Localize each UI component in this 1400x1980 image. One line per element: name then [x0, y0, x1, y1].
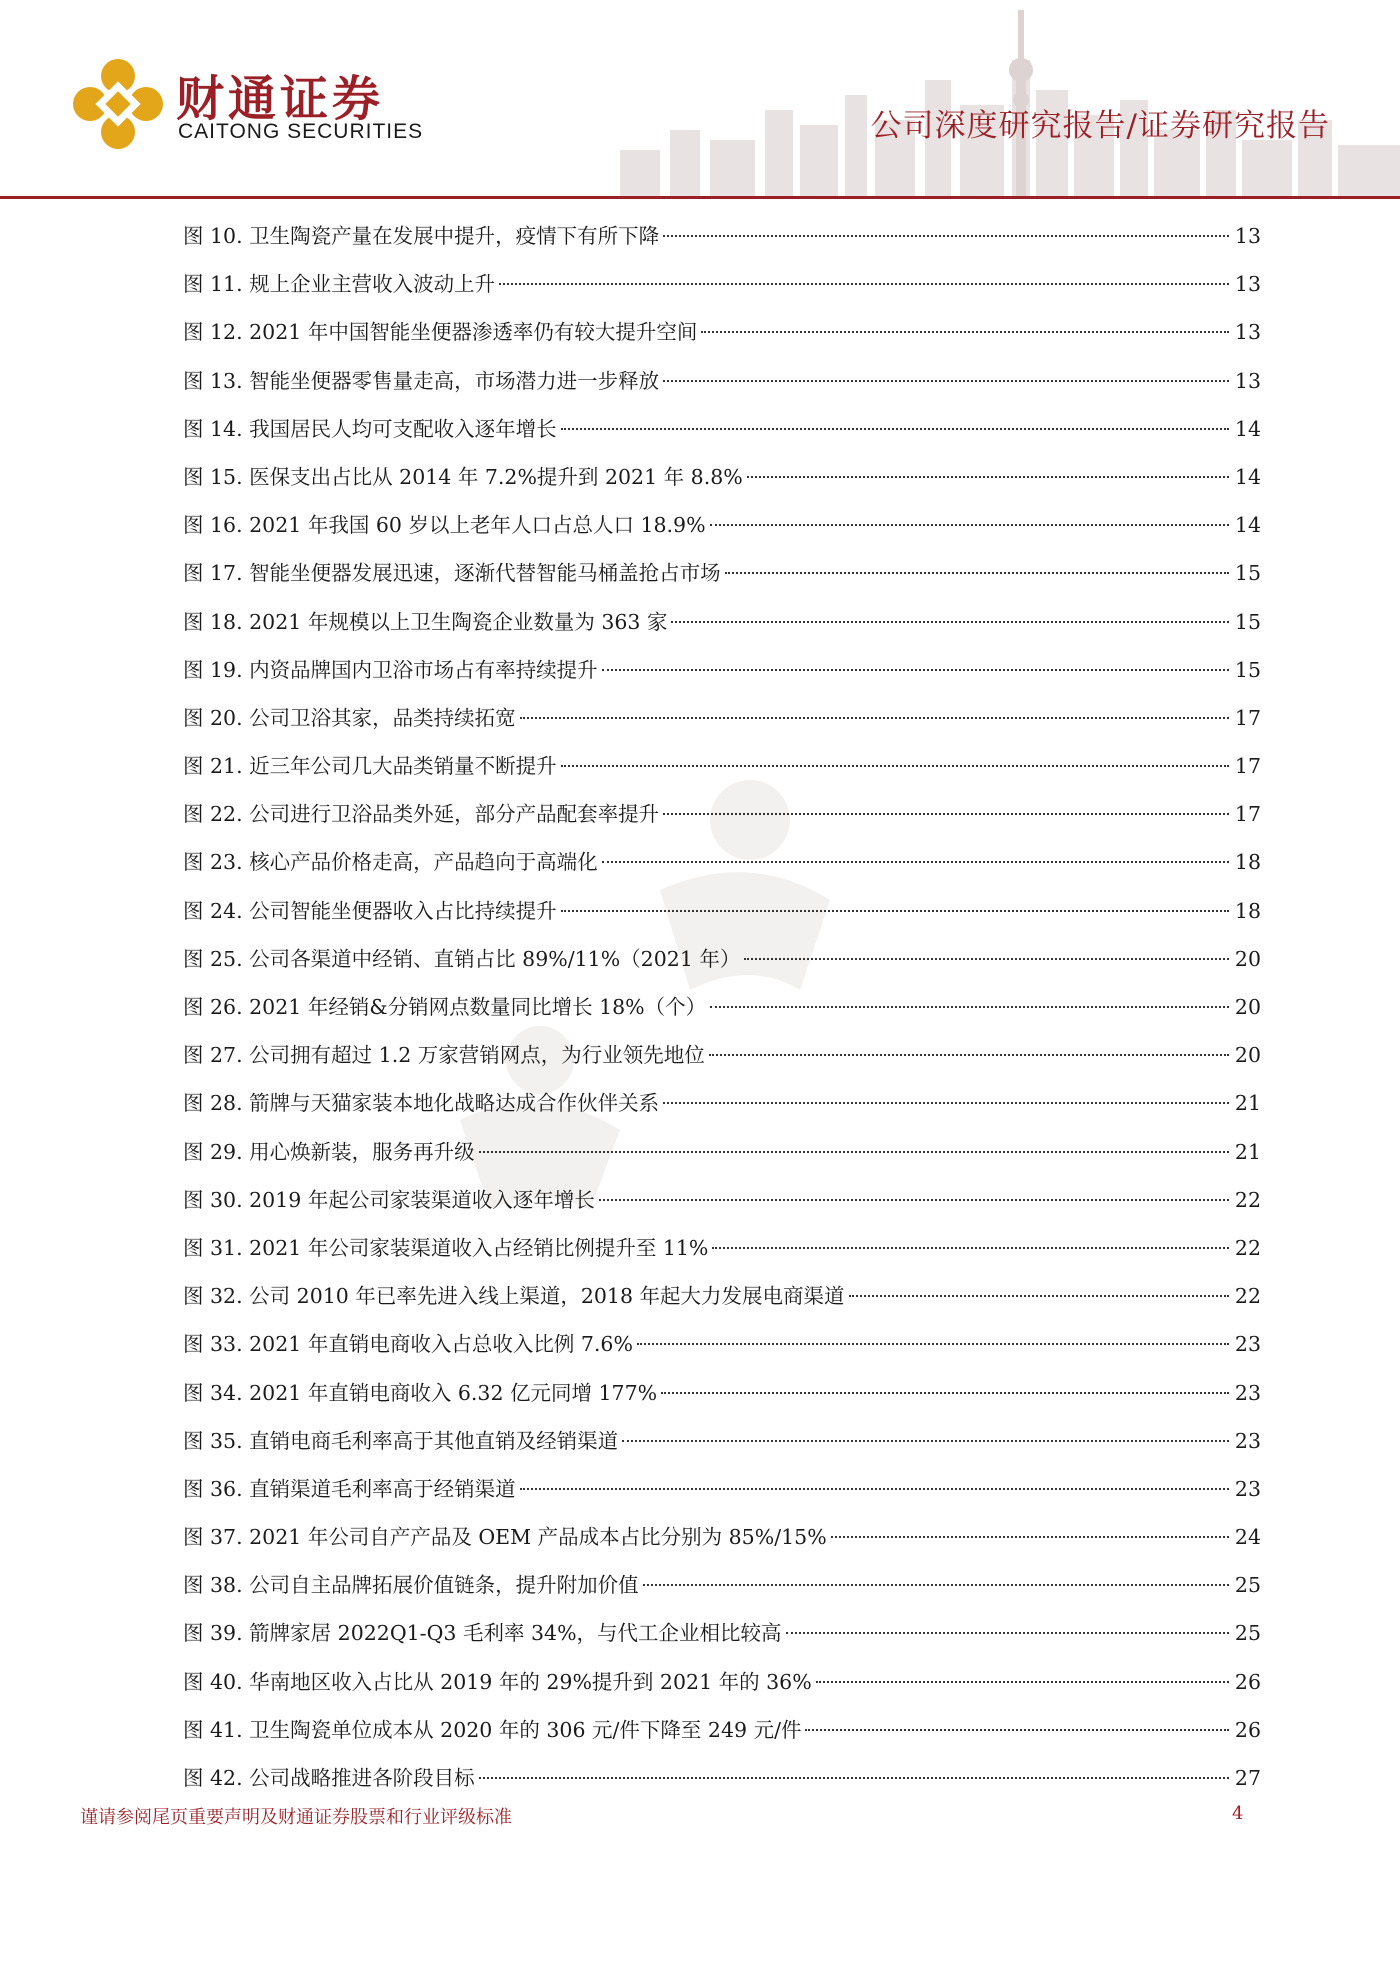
toc-entry[interactable] [183, 501, 1261, 549]
toc-dot-leader [520, 717, 1229, 719]
toc-entry-page: 21 [1234, 1139, 1261, 1164]
toc-dot-leader [602, 669, 1229, 671]
toc-entry-label: 图 17. 智能坐便器发展迅速，逐渐代替智能马桶盖抢占市场 [183, 561, 721, 586]
toc-entry[interactable] [183, 1417, 1261, 1465]
toc-entry-label: 图 32. 公司 2010 年已率先进入线上渠道，2018 年起大力发展电商渠道 [183, 1284, 845, 1309]
toc-dot-leader [602, 861, 1229, 863]
toc-entry[interactable] [183, 549, 1261, 597]
toc-dot-leader [561, 428, 1229, 430]
toc-dot-leader [701, 331, 1229, 333]
toc-entry[interactable] [183, 742, 1261, 790]
toc-entry-label: 图 39. 箭牌家居 2022Q1-Q3 毛利率 34%，与代工企业相比较高 [183, 1621, 782, 1646]
toc-entry-label: 图 34. 2021 年直销电商收入 6.32 亿元同增 177% [183, 1380, 658, 1405]
toc-entry-page: 20 [1234, 946, 1261, 971]
city-skyline-graphic [580, 0, 1400, 196]
toc-entry-label: 图 27. 公司拥有超过 1.2 万家营销网点，为行业领先地位 [183, 1043, 705, 1068]
table-of-figures [183, 212, 1261, 1802]
toc-entry-page: 27 [1234, 1766, 1261, 1790]
toc-dot-leader [661, 1392, 1229, 1394]
page-header [0, 0, 1400, 200]
toc-entry-page: 18 [1234, 898, 1261, 923]
toc-entry-label: 图 19. 内资品牌国内卫浴市场占有率持续提升 [183, 657, 598, 682]
toc-dot-leader [561, 910, 1229, 912]
toc-entry-page: 13 [1234, 320, 1261, 345]
toc-entry-label: 图 18. 2021 年规模以上卫生陶瓷企业数量为 363 家 [183, 609, 668, 634]
toc-entry[interactable] [183, 838, 1261, 886]
toc-entry[interactable] [183, 1031, 1261, 1079]
toc-entry-page: 22 [1234, 1187, 1261, 1212]
toc-entry[interactable] [183, 453, 1261, 501]
toc-dot-leader [816, 1681, 1229, 1683]
toc-entry[interactable] [183, 887, 1261, 935]
toc-entry[interactable] [183, 790, 1261, 838]
toc-dot-leader [663, 380, 1229, 382]
toc-dot-leader [663, 1102, 1229, 1104]
toc-entry[interactable] [183, 212, 1261, 260]
toc-entry[interactable] [183, 308, 1261, 356]
toc-dot-leader [561, 765, 1229, 767]
toc-entry[interactable] [183, 260, 1261, 308]
toc-entry-label: 图 23. 核心产品价格走高，产品趋向于高端化 [183, 850, 598, 875]
toc-dot-leader [805, 1729, 1229, 1731]
toc-dot-leader [637, 1343, 1229, 1345]
toc-dot-leader [786, 1632, 1229, 1634]
toc-entry[interactable] [183, 357, 1261, 405]
toc-entry-label: 图 35. 直销电商毛利率高于其他直销及经销渠道 [183, 1428, 619, 1453]
toc-entry-page: 20 [1234, 1043, 1261, 1068]
toc-entry-label: 图 10. 卫生陶瓷产量在发展中提升，疫情下有所下降 [183, 224, 660, 248]
brand-name-cn: 财通证券 [176, 71, 385, 127]
toc-entry-page: 14 [1234, 416, 1261, 441]
toc-entry-label: 图 42. 公司战略推进各阶段目标 [183, 1766, 475, 1790]
toc-entry-page: 26 [1234, 1717, 1261, 1742]
toc-entry[interactable] [183, 1706, 1261, 1754]
toc-dot-leader [663, 235, 1229, 237]
brand-name-en: CAITONG SECURITIES [178, 120, 424, 143]
toc-entry-page: 23 [1234, 1332, 1261, 1357]
toc-entry-page: 15 [1234, 609, 1261, 634]
toc-entry-label: 图 28. 箭牌与天猫家装本地化战略达成合作伙伴关系 [183, 1091, 660, 1116]
toc-entry-page: 17 [1234, 802, 1261, 827]
toc-entry[interactable] [183, 1079, 1261, 1127]
toc-dot-leader [710, 524, 1229, 526]
toc-entry-label: 图 40. 华南地区收入占比从 2019 年的 29%提升到 2021 年的 36% [183, 1669, 812, 1694]
page-number: 4 [1232, 1803, 1244, 1824]
toc-entry-label: 图 24. 公司智能坐便器收入占比持续提升 [183, 898, 557, 923]
toc-dot-leader [499, 283, 1229, 285]
toc-entry-label: 图 16. 2021 年我国 60 岁以上老年人口占总人口 18.9% [183, 513, 706, 538]
toc-entry-label: 图 13. 智能坐便器零售量走高，市场潜力进一步释放 [183, 368, 660, 393]
toc-entry-page: 14 [1234, 464, 1261, 489]
toc-dot-leader [831, 1536, 1229, 1538]
toc-entry[interactable] [183, 1609, 1261, 1657]
toc-entry[interactable] [183, 405, 1261, 453]
toc-entry[interactable] [183, 1465, 1261, 1513]
toc-entry-label: 图 11. 规上企业主营收入波动上升 [183, 272, 496, 297]
toc-dot-leader [663, 813, 1229, 815]
toc-entry[interactable] [183, 935, 1261, 983]
toc-entry-page: 21 [1234, 1091, 1261, 1116]
footer-disclaimer: 谨请参阅尾页重要声明及财通证券股票和行业评级标准 [80, 1807, 512, 1828]
toc-entry-label: 图 12. 2021 年中国智能坐便器渗透率仍有较大提升空间 [183, 320, 698, 345]
caitong-logo-icon [72, 58, 164, 150]
toc-dot-leader [710, 1006, 1229, 1008]
toc-entry-page: 15 [1234, 657, 1261, 682]
toc-entry-label: 图 33. 2021 年直销电商收入占总收入比例 7.6% [183, 1332, 633, 1357]
toc-entry[interactable] [183, 1272, 1261, 1320]
toc-entry-page: 20 [1234, 995, 1261, 1019]
toc-entry-label: 图 15. 医保支出占比从 2014 年 7.2%提升到 2021 年 8.8% [183, 464, 743, 489]
toc-entry-label: 图 30. 2019 年起公司家装渠道收入逐年增长 [183, 1187, 595, 1212]
header-divider [0, 196, 1400, 199]
toc-entry-page: 13 [1234, 368, 1261, 393]
toc-entry-label: 图 21. 近三年公司几大品类销量不断提升 [183, 754, 557, 779]
toc-dot-leader [725, 572, 1229, 574]
toc-entry[interactable] [183, 1224, 1261, 1272]
toc-entry-label: 图 29. 用心焕新装，服务再升级 [183, 1139, 475, 1164]
toc-entry[interactable] [183, 983, 1261, 1031]
toc-entry[interactable] [183, 694, 1261, 742]
toc-entry-page: 15 [1234, 561, 1261, 586]
toc-entry-page: 26 [1234, 1669, 1261, 1694]
toc-entry[interactable] [183, 1128, 1261, 1176]
toc-entry-label: 图 41. 卫生陶瓷单位成本从 2020 年的 306 元/件下降至 249 元/件 [183, 1717, 802, 1742]
toc-dot-leader [744, 958, 1229, 960]
toc-entry-page: 18 [1234, 850, 1261, 875]
toc-dot-leader [622, 1440, 1229, 1442]
toc-dot-leader [479, 1151, 1229, 1153]
toc-entry[interactable] [183, 1320, 1261, 1368]
toc-entry-label: 图 22. 公司进行卫浴品类外延，部分产品配套率提升 [183, 802, 660, 827]
toc-entry-page: 24 [1234, 1525, 1261, 1550]
toc-entry-page: 13 [1234, 224, 1261, 248]
toc-entry[interactable] [183, 646, 1261, 694]
toc-entry-page: 17 [1234, 705, 1261, 730]
toc-entry-page: 14 [1234, 513, 1261, 538]
toc-entry[interactable] [183, 1513, 1261, 1561]
toc-entry[interactable] [183, 1176, 1261, 1224]
toc-entry-label: 图 25. 公司各渠道中经销、直销占比 89%/11%（2021 年） [183, 946, 741, 971]
toc-entry-page: 25 [1234, 1621, 1261, 1646]
toc-dot-leader [747, 476, 1229, 478]
toc-entry-page: 17 [1234, 754, 1261, 779]
toc-entry-label: 图 37. 2021 年公司自产产品及 OEM 产品成本占比分别为 85%/15% [183, 1525, 827, 1550]
toc-dot-leader [849, 1295, 1229, 1297]
toc-entry[interactable] [183, 1369, 1261, 1417]
toc-entry-page: 22 [1234, 1235, 1261, 1260]
toc-entry[interactable] [183, 1754, 1261, 1802]
toc-entry-page: 22 [1234, 1284, 1261, 1309]
toc-entry[interactable] [183, 1561, 1261, 1609]
toc-entry-page: 25 [1234, 1573, 1261, 1598]
toc-entry-label: 图 20. 公司卫浴其家，品类持续拓宽 [183, 705, 516, 730]
toc-entry[interactable] [183, 1658, 1261, 1706]
toc-entry-label: 图 14. 我国居民人均可支配收入逐年增长 [183, 416, 557, 441]
report-type-title: 公司深度研究报告/证券研究报告 [870, 108, 1330, 144]
toc-dot-leader [599, 1199, 1229, 1201]
toc-dot-leader [520, 1488, 1229, 1490]
toc-dot-leader [709, 1054, 1229, 1056]
toc-dot-leader [479, 1777, 1229, 1779]
toc-entry-label: 图 31. 2021 年公司家装渠道收入占经销比例提升至 11% [183, 1235, 709, 1260]
toc-entry-page: 23 [1234, 1380, 1261, 1405]
toc-dot-leader [712, 1247, 1229, 1249]
toc-entry[interactable] [183, 598, 1261, 646]
toc-entry-label: 图 26. 2021 年经销&分销网点数量同比增长 18%（个） [183, 995, 707, 1019]
toc-entry-page: 23 [1234, 1476, 1261, 1501]
toc-dot-leader [643, 1584, 1229, 1586]
toc-entry-label: 图 38. 公司自主品牌拓展价值链条，提升附加价值 [183, 1573, 639, 1598]
toc-dot-leader [671, 621, 1229, 623]
toc-entry-label: 图 36. 直销渠道毛利率高于经销渠道 [183, 1476, 516, 1501]
toc-entry-page: 13 [1234, 272, 1261, 297]
toc-entry-page: 23 [1234, 1428, 1261, 1453]
